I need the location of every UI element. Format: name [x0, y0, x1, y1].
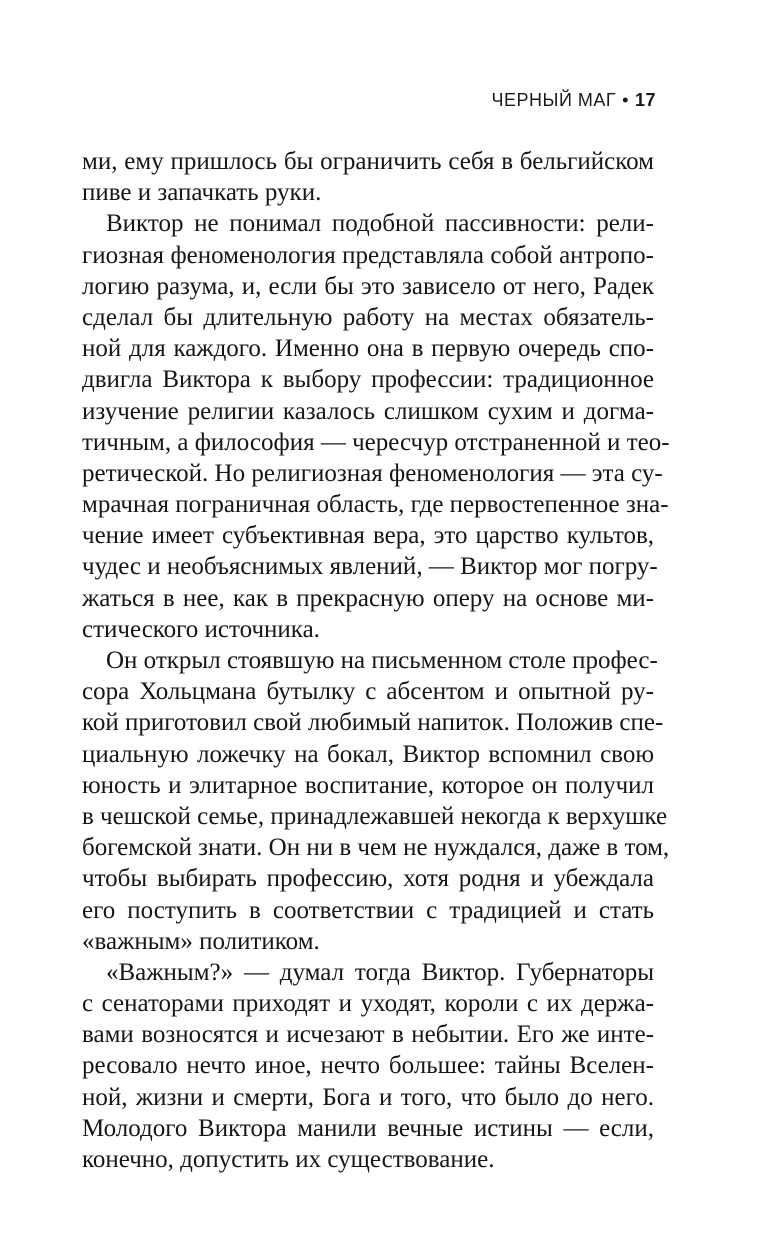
paragraph	[82, 957, 654, 1175]
paragraph	[82, 208, 670, 645]
text-line: чение имеет субъективная вера, это царство культов,	[82, 522, 654, 550]
text-line: изучение религии казалось слишком сухим и догма-	[82, 397, 654, 425]
text-line: сделал бы длительную работу на местах обязатель-	[82, 303, 654, 331]
text-line: гиозная феноменология представляла собой антропо-	[82, 241, 654, 269]
text-line: логию разума, и, если бы это зависело от него, Радек	[82, 272, 654, 300]
text-line: ресовало нечто иное, нечто большее: тайны Вселен-	[82, 1052, 654, 1080]
text-line: сора Хольцмана бутылку с абсентом и опытной ру-	[82, 678, 654, 706]
text-line: мрачная пограничная область, где первостепенное зна-	[82, 491, 669, 519]
text-line: чтобы выбирать профессию, хотя родня и убеждала	[82, 865, 654, 893]
text-line: Виктор не понимал подобной пассивности: рели-	[106, 210, 654, 238]
paragraph	[82, 146, 654, 208]
text-line: жаться в нее, как в прекрасную оперу на основе ми-	[82, 584, 654, 612]
book-title: ЧЕРНЫЙ МАГ	[491, 90, 617, 110]
text-line: ретической. Но религиозная феноменология — эта су-	[82, 459, 663, 487]
text-line: его поступить в соответствии с традицией и стать	[82, 896, 654, 924]
text-line: с сенаторами приходят и уходят, короли с их держа-	[82, 990, 654, 1018]
text-line: в чешской семье, принадлежавшей некогда к верхушке	[82, 802, 668, 830]
text-line: «важным» политиком.	[82, 927, 320, 955]
text-line: ной, жизни и смерти, Бога и того, что было до него.	[82, 1083, 654, 1111]
text-line: ми, ему пришлось бы ограничить себя в бельгийском	[82, 148, 654, 175]
text-line: вами возносятся и исчезают в небытии. Его же инте-	[82, 1021, 654, 1049]
body-text	[82, 146, 670, 1175]
header-separator: •	[622, 90, 629, 110]
text-line: стического источника.	[82, 615, 320, 643]
page-number: 17	[634, 90, 656, 110]
text-line: Он открыл стоявшую на письменном столе профес-	[106, 647, 658, 674]
text-line: чудес и необъяснимых явлений, — Виктор мог погру-	[82, 553, 658, 581]
text-line: пиве и запачкать руки.	[82, 179, 322, 207]
text-line: «Важным?» — думал тогда Виктор. Губернаторы	[106, 958, 654, 986]
text-line: юность и элитарное воспитание, которое он получил	[82, 771, 654, 799]
text-line: кой приготовил свой любимый напиток. Положив спе-	[82, 709, 664, 737]
text-line: Молодого Виктора манили вечные истины — если,	[82, 1114, 654, 1142]
text-line: тичным, а философия — чересчур отстраненной и тео-	[82, 428, 670, 456]
text-line: богемской знати. Он ни в чем не нуждался, даже в том,	[82, 834, 670, 862]
text-line: циальную ложечку на бокал, Виктор вспомнил свою	[82, 740, 654, 768]
text-line: конечно, допустить их существование.	[82, 1146, 495, 1173]
text-line: двигла Виктора к выбору профессии: традиционное	[82, 366, 654, 394]
paragraph	[82, 645, 670, 957]
text-line: ной для каждого. Именно она в первую очередь спо-	[82, 335, 654, 363]
running-head	[492, 90, 656, 111]
